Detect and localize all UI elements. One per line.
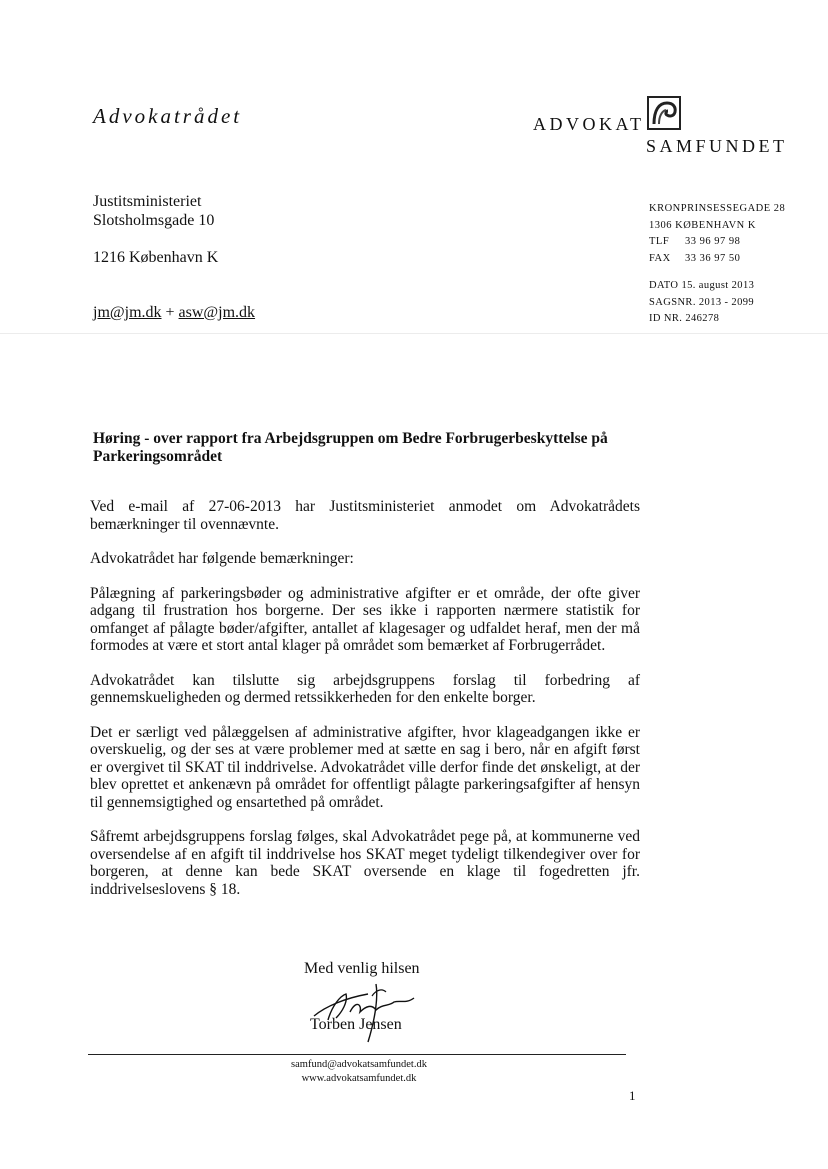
body-paragraph: Advokatrådet har følgende bemærkninger: bbox=[90, 550, 354, 567]
letter-title: Høring - over rapport fra Arbejdsgruppen om Bedre Forbrugerbeskyttelse på Parkeringsområdet bbox=[93, 430, 608, 465]
recipient-emails bbox=[93, 304, 255, 322]
phone-label: TLF bbox=[649, 236, 670, 247]
phone-value: 33 96 97 98 bbox=[685, 236, 741, 247]
fax-label: FAX bbox=[649, 252, 671, 264]
closing-greeting: Med venlig hilsen bbox=[304, 960, 420, 977]
date-value: 15. august 2013 bbox=[681, 280, 755, 291]
body-paragraph: Pålægning af parkeringsbøder og administrative afgifter er et område, der ofte giver adgang til frustration hos borgerne. Der ses ikke i rapporten nærmere statistik for omfanget af pålagte bøder/afgifter, antallet af klagesager og udfaldet heraf, men der må formodes at være et stort antal klager på området som bemærket af Forbrugerrådet. bbox=[90, 584, 640, 654]
letter-body bbox=[90, 498, 640, 915]
date-label: DATO bbox=[649, 280, 679, 291]
email-link-asw[interactable]: asw@jm.dk bbox=[178, 304, 256, 321]
body-paragraph: Såfremt arbejdsgruppens forslag følges, skal Advokatrådet pege på, at kommunerne ved oversendelse af en afgift til inddrivelse hos SKAT meget tydeligt tilkendegiver over for borgeren, at denne kan bede SKAT oversende en klage til fogedretten jfr. inddrivelseslovens § 18. bbox=[90, 828, 640, 898]
meta-date bbox=[649, 278, 754, 295]
recipient-line-3: 1216 København K bbox=[93, 249, 219, 266]
footer bbox=[0, 1058, 828, 1086]
footer-email: samfund@advokatsamfundet.dk bbox=[291, 1059, 427, 1070]
body-paragraph: Ved e-mail af 27-06-2013 har Justitsministeriet anmodet om Advokatrådets bemærkninger til ovennævnte. bbox=[90, 498, 640, 533]
signer-name: Torben Jensen bbox=[310, 1016, 402, 1033]
logo-word-advokat: ADVOKAT bbox=[533, 114, 645, 134]
footer-divider bbox=[88, 1054, 626, 1055]
org-name: Advokatrådet bbox=[93, 104, 243, 128]
recipient-line-1: Justitsministeriet bbox=[93, 193, 202, 210]
sender-street: KRONPRINSESSEGADE 28 bbox=[649, 203, 786, 214]
body-paragraph: Det er særligt ved pålæggelsen af administrative afgifter, hvor klageadgangen ikke er overskuelig, og der ses at være problemer med at sætte en sag i bero, når en afgift først er overgivet til SKAT til inddrivelse. Advokatrådet ville derfor finde det ønskeligt, at der blev oprettet et ankenævn på området for offentligt pålagte parkeringsafgifter af hensyn til gennemsigtighed og ensartethed på området. bbox=[90, 723, 640, 811]
sender-address bbox=[649, 201, 785, 267]
header-divider bbox=[0, 333, 828, 334]
logo-word-samfundet: SAMFUNDET bbox=[646, 136, 788, 156]
sender-fax bbox=[649, 251, 785, 268]
meta-case bbox=[649, 295, 754, 312]
email-joiner: + bbox=[165, 304, 175, 321]
id-value: 246278 bbox=[685, 313, 720, 324]
page-number: 1 bbox=[629, 1088, 636, 1103]
handwritten-signature bbox=[306, 976, 426, 1046]
recipient-line-2: Slotsholmsgade 10 bbox=[93, 212, 215, 229]
sender-city: 1306 KØBENHAVN K bbox=[649, 219, 756, 231]
case-value: 2013 - 2099 bbox=[698, 296, 755, 308]
email-link-jm[interactable]: jm@jm.dk bbox=[93, 304, 162, 321]
footer-web: www.advokatsamfundet.dk bbox=[301, 1073, 417, 1084]
fax-value: 33 36 97 50 bbox=[685, 252, 741, 264]
advokatsamfundet-logo-icon bbox=[647, 96, 681, 130]
sender-phone bbox=[649, 234, 785, 251]
meta-id bbox=[649, 311, 754, 328]
id-label: ID NR. bbox=[649, 313, 683, 324]
recipient-address bbox=[93, 192, 218, 267]
letter-meta bbox=[649, 278, 754, 328]
case-label: SAGSNR. bbox=[649, 296, 696, 308]
body-paragraph: Advokatrådet kan tilslutte sig arbejdsgruppens forslag til forbedring af gennemskueligheden og dermed retssikkerheden for den enkelte borger. bbox=[90, 671, 640, 706]
